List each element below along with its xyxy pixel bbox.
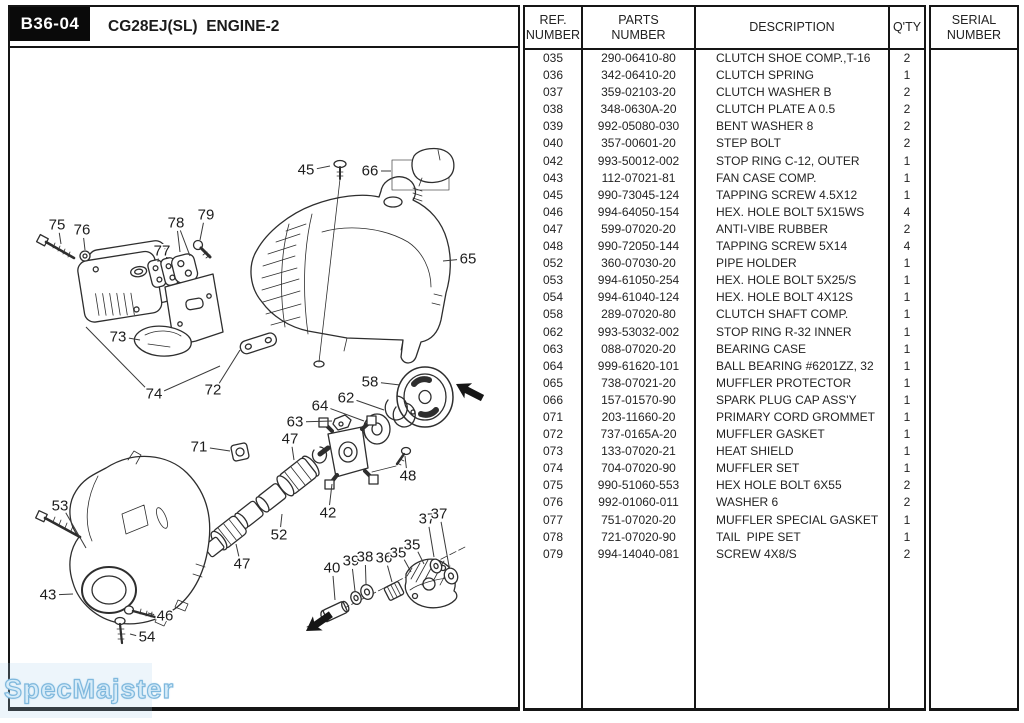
cell-ref: 043 [542, 170, 564, 185]
parts-table [523, 5, 926, 711]
cell-qty: 1 [903, 153, 911, 168]
cell-desc: HEX. HOLE BOLT 5X25/S [716, 273, 857, 288]
header-ref-number: REF. NUMBER [525, 7, 583, 48]
callout-leader-47 [292, 447, 294, 460]
screw-54-part [115, 618, 125, 644]
cell-part: 157-01570-90 [601, 392, 676, 407]
cell-ref: 078 [542, 529, 564, 544]
callout-leader-37 [441, 522, 449, 566]
cell-ref: 058 [542, 307, 564, 322]
cell-desc: SPARK PLUG CAP ASS'Y [716, 392, 857, 407]
cell-part: 990-51060-553 [597, 478, 680, 493]
cell-desc: TAPPING SCREW 4.5X12 [716, 187, 858, 202]
callout-leader-62 [356, 400, 384, 410]
watermark: SpecMajster [4, 674, 175, 704]
cell-part: 290-06410-80 [601, 51, 676, 65]
cell-ref: 037 [542, 85, 564, 100]
part-callout-40: 40 [323, 559, 341, 577]
cell-desc: TAIL PIPE SET [716, 529, 801, 544]
cell-part: 357-00601-20 [601, 136, 676, 151]
clutch-drum-part [397, 367, 453, 427]
cell-desc: CLUTCH SPRING [716, 68, 815, 83]
cell-ref: 063 [542, 341, 564, 356]
cell-ref: 077 [542, 512, 564, 527]
cell-qty: 1 [903, 324, 911, 339]
cell-qty: 1 [903, 170, 911, 185]
muffler-gasket-part [239, 331, 278, 355]
cell-qty: 2 [903, 221, 911, 236]
cell-qty: 4 [903, 204, 911, 219]
table-header [525, 7, 924, 50]
cell-qty: 4 [903, 239, 911, 254]
serial-number-column [929, 5, 1019, 711]
part-callout-38: 38 [356, 548, 374, 566]
exploded-diagram [10, 44, 518, 710]
part-callout-52: 52 [270, 526, 288, 544]
cell-ref: 072 [542, 427, 564, 442]
cell-desc: MUFFLER SET [716, 461, 800, 476]
cell-ref: 073 [542, 444, 564, 459]
part-callout-73: 73 [109, 328, 127, 346]
part-callout-42: 42 [319, 504, 337, 522]
cell-qty: 1 [903, 409, 911, 424]
cell-ref: 039 [542, 119, 564, 134]
cell-desc: MUFFLER SPECIAL GASKET [716, 512, 879, 527]
cell-part: 721-07020-90 [601, 529, 676, 544]
cell-qty: 2 [903, 136, 911, 151]
cell-qty: 2 [903, 546, 911, 561]
page-code-badge: B36-04 [10, 7, 90, 41]
cell-desc: HEAT SHIELD [716, 444, 794, 459]
cell-qty: 1 [903, 273, 911, 288]
bearing-case-part [333, 415, 351, 430]
cell-desc: MUFFLER PROTECTOR [716, 375, 852, 390]
part-callout-79: 79 [197, 206, 215, 224]
callout-leader-37 [429, 527, 434, 557]
cell-desc: CLUTCH SHOE COMP.,T-16 [716, 51, 871, 65]
cell-part: 993-50012-002 [597, 153, 680, 168]
cell-ref: 076 [542, 495, 564, 510]
fan-case-part [70, 451, 210, 626]
cell-qty: 1 [903, 256, 911, 271]
cell-part: 751-07020-20 [601, 512, 676, 527]
cell-part: 088-07020-20 [601, 341, 676, 356]
cell-qty: 1 [903, 392, 911, 407]
cell-part: 992-01060-011 [598, 495, 679, 510]
cell-qty: 1 [903, 375, 911, 390]
part-callout-66: 66 [361, 162, 379, 180]
callout-leader-78 [180, 230, 190, 256]
cell-ref: 064 [542, 358, 564, 373]
part-callout-47: 47 [233, 555, 251, 573]
part-callout-78: 78 [167, 214, 185, 232]
cell-part: 994-14040-081 [597, 546, 680, 561]
cell-qty: 1 [903, 444, 911, 459]
cell-part: 999-61620-101 [597, 358, 680, 373]
cell-desc: CLUTCH SHAFT COMP. [716, 307, 849, 322]
cell-desc: WASHER 6 [716, 495, 779, 510]
cell-part: 289-07020-80 [601, 307, 676, 322]
part-callout-62: 62 [337, 389, 355, 407]
cell-qty: 2 [903, 119, 911, 134]
cell-desc: HEX. HOLE BOLT 4X12S [716, 290, 853, 305]
cell-desc: BALL BEARING #6201ZZ, 32 [716, 358, 874, 373]
cell-part: 994-64050-154 [597, 204, 680, 219]
cell-qty: 2 [903, 495, 911, 510]
cell-ref: 065 [542, 375, 564, 390]
part-callout-64: 64 [311, 397, 329, 415]
header-qty: Q'TY [892, 20, 922, 34]
header-serial-number: SERIAL NUMBER [931, 7, 1017, 50]
header-parts-number: PARTS NUMBER [583, 7, 696, 48]
callout-leader-72 [219, 350, 240, 383]
cell-part: 737-0165A-20 [600, 427, 677, 442]
part-callout-45: 45 [297, 161, 315, 179]
cell-desc: FAN CASE COMP. [716, 170, 817, 185]
column-part [583, 50, 696, 708]
column-ref [525, 50, 583, 708]
cell-part: 992-05080-030 [597, 119, 680, 134]
part-callout-47: 47 [281, 430, 299, 448]
callout-leader-45 [317, 166, 330, 169]
cell-part: 994-61050-254 [597, 273, 680, 288]
part-callout-65: 65 [459, 250, 477, 268]
cell-ref: 074 [542, 461, 564, 476]
column-qty [890, 50, 924, 708]
part-callout-63: 63 [286, 413, 304, 431]
part-callout-37: 37 [430, 505, 448, 523]
column-desc [696, 50, 890, 708]
cell-qty: 2 [903, 85, 911, 100]
cell-qty: 1 [903, 461, 911, 476]
cell-qty: 1 [903, 358, 911, 373]
cell-desc: HEX. HOLE BOLT 5X15WS [716, 204, 865, 219]
cell-qty: 1 [903, 68, 911, 83]
title-bar [10, 7, 518, 48]
engine-cover-part [251, 177, 450, 363]
part-callout-46: 46 [156, 607, 174, 625]
cell-qty: 1 [903, 187, 911, 202]
cell-qty: 1 [903, 512, 911, 527]
cell-qty: 1 [903, 529, 911, 544]
part-callout-48: 48 [399, 467, 417, 485]
callout-leader-47 [236, 544, 239, 556]
part-callout-76: 76 [73, 221, 91, 239]
header-description: DESCRIPTION [696, 7, 890, 48]
cell-ref: 038 [542, 102, 564, 117]
table-body [525, 50, 924, 708]
cell-ref: 071 [542, 409, 564, 424]
cell-desc: MUFFLER GASKET [716, 427, 825, 442]
cell-qty: 2 [903, 478, 911, 493]
cell-desc: BEARING CASE [716, 341, 807, 356]
part-callout-53: 53 [51, 497, 69, 515]
callout-leader-36 [387, 566, 392, 582]
cell-part: 348-0630A-20 [600, 102, 677, 117]
cell-desc: STEP BOLT [716, 136, 781, 151]
part-callout-35: 35 [389, 544, 407, 562]
callout-leader-75 [59, 233, 61, 244]
callout-leader-79 [200, 223, 203, 240]
cell-ref: 079 [542, 546, 564, 561]
callout-leader-54 [130, 634, 136, 636]
cell-part: 360-07030-20 [601, 256, 676, 271]
cell-ref: 075 [542, 478, 564, 493]
part-callout-58: 58 [361, 373, 379, 391]
page-title: CG28EJ(SL) ENGINE-2 [108, 17, 280, 35]
cell-qty: 1 [903, 290, 911, 305]
cell-ref: 046 [542, 204, 564, 219]
cell-qty: 1 [903, 427, 911, 442]
cell-ref: 054 [542, 290, 564, 305]
cell-desc: SCREW 4X8/S [716, 546, 797, 561]
cell-ref: 036 [542, 68, 564, 83]
callout-leader-58 [381, 383, 400, 385]
part-callout-43: 43 [39, 586, 57, 604]
cell-desc: TAPPING SCREW 5X14 [716, 239, 848, 254]
part-callout-36: 36 [375, 549, 393, 567]
cell-desc: BENT WASHER 8 [716, 119, 814, 134]
cell-ref: 035 [542, 51, 564, 65]
cell-ref: 048 [542, 239, 564, 254]
cell-ref: 042 [542, 153, 564, 168]
cell-part: 599-07020-20 [601, 221, 676, 236]
cell-part: 704-07020-90 [601, 461, 676, 476]
part-callout-35: 35 [403, 536, 421, 554]
bolt-75-part [37, 235, 74, 258]
cell-ref: 045 [542, 187, 564, 202]
cell-part: 994-61040-124 [597, 290, 680, 305]
part-callout-72: 72 [204, 381, 222, 399]
part-callout-75: 75 [48, 216, 66, 234]
cell-desc: ANTI-VIBE RUBBER [716, 221, 829, 236]
callout-leader-52 [281, 514, 282, 527]
cell-desc: CLUTCH WASHER B [716, 85, 832, 100]
cell-part: 738-07021-20 [601, 375, 676, 390]
cell-desc: STOP RING C-12, OUTER [716, 153, 860, 168]
cell-qty: 1 [903, 341, 911, 356]
cell-ref: 052 [542, 256, 564, 271]
grommet-71-part [231, 443, 250, 462]
part-callout-54: 54 [138, 628, 156, 646]
cell-part: 359-02103-20 [601, 85, 676, 100]
part-callout-77: 77 [153, 242, 171, 260]
anti-vibe-chain-part [203, 454, 322, 558]
cell-qty: 2 [903, 102, 911, 117]
callout-leader-40 [333, 576, 335, 600]
diagram-panel [8, 5, 520, 711]
part-callout-39: 39 [342, 552, 360, 570]
cell-part: 203-11660-20 [601, 409, 676, 424]
cell-part: 990-73045-124 [597, 187, 680, 202]
cell-ref: 047 [542, 221, 564, 236]
part-callout-71: 71 [190, 438, 208, 456]
cell-ref: 040 [542, 136, 564, 151]
cell-ref: 066 [542, 392, 564, 407]
cell-part: 133-07020-21 [601, 444, 676, 459]
cell-part: 342-06410-20 [601, 68, 676, 83]
cell-ref: 062 [542, 324, 564, 339]
bolt-79-part [194, 241, 211, 259]
cell-desc: PRIMARY CORD GROMMET [716, 409, 875, 424]
cell-ref: 053 [542, 273, 564, 288]
cell-qty: 2 [903, 51, 911, 65]
part-callout-37: 37 [418, 510, 436, 528]
cell-desc: CLUTCH PLATE A 0.5 [716, 102, 836, 117]
callout-leader-43 [59, 594, 73, 595]
direction-arrow [452, 377, 486, 406]
cell-part: 993-53032-002 [597, 324, 680, 339]
cell-part: 990-72050-144 [597, 239, 680, 254]
washer-76-part [80, 251, 90, 261]
part-callout-74: 74 [145, 385, 163, 403]
callout-leader-39 [352, 569, 355, 591]
callout-leader-48 [405, 456, 406, 468]
cell-desc: PIPE HOLDER [716, 256, 797, 271]
callout-leader-71 [210, 448, 230, 451]
callout-leader-38 [365, 565, 366, 584]
cell-part: 112-07021-81 [601, 170, 676, 185]
callout-leader-78 [178, 231, 180, 252]
cell-qty: 1 [903, 307, 911, 322]
callout-leader-76 [84, 238, 85, 250]
cell-desc: STOP RING R-32 INNER [716, 324, 852, 339]
cell-desc: HEX HOLE BOLT 6X55 [716, 478, 842, 493]
